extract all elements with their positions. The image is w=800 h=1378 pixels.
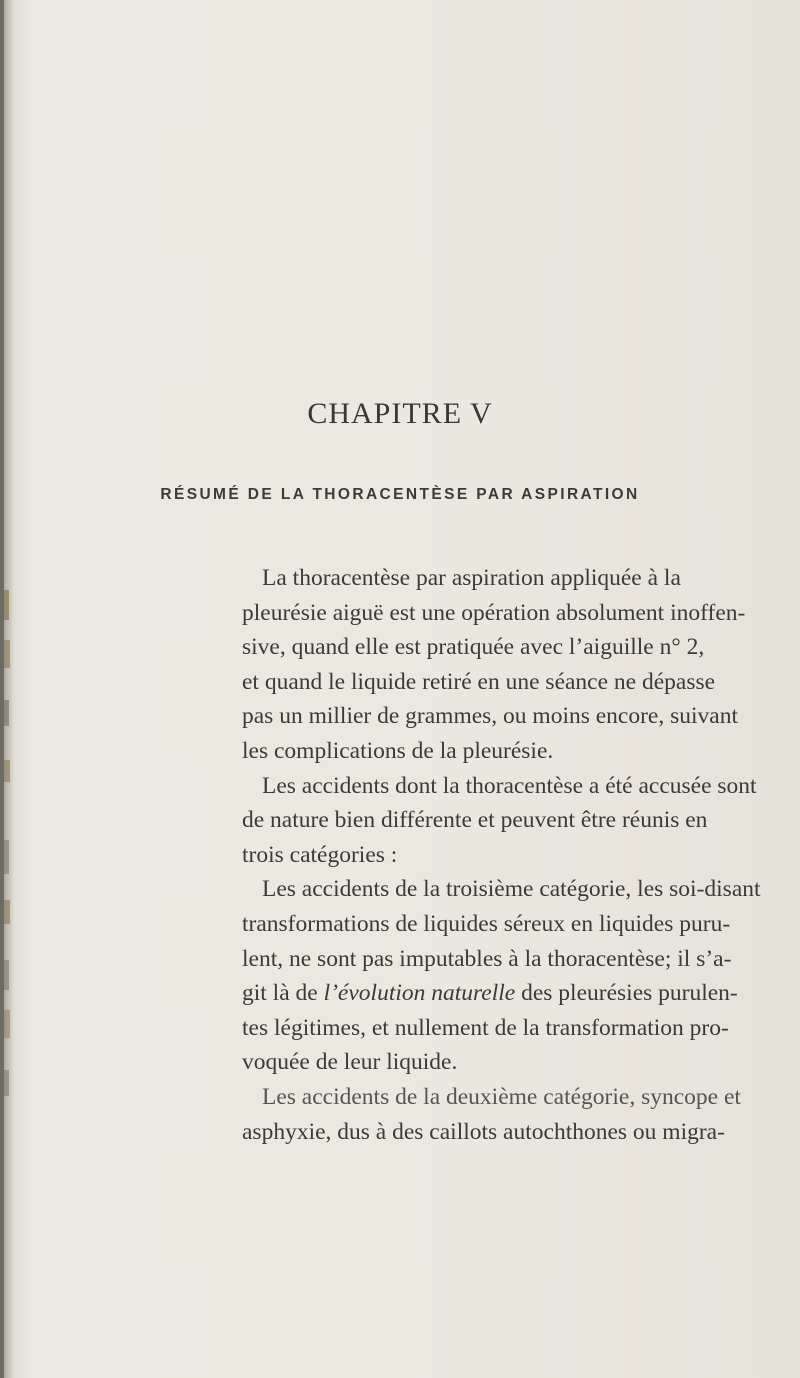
text-line: La thoracentèse par aspiration appliquée à la [262,565,681,591]
text-line: Les accidents de la deuxième catégorie, syncope et [262,1083,741,1110]
text-line: Les accidents dont la thoracentèse a été accusée sont [262,772,757,799]
chapter-title: CHAPITRE V [307,397,493,430]
chapter-subtitle: RÉSUMÉ DE LA THORACENTÈSE PAR ASPIRATION [160,486,640,503]
page-edge-marks [0,0,16,1378]
text-line: pleurésie aiguë est une opération absolument inoffen- [242,599,746,626]
text-line: voquée de leur liquide. [242,1049,458,1076]
text-line: tes légitimes, et nullement de la transformation pro- [242,1014,729,1041]
text-line: asphyxie, dus à des caillots autochthones ou migra- [242,1118,725,1145]
text-line: trois catégories : [242,841,398,868]
text-line: et quand le liquide retiré en une séance ne dépasse [242,668,716,695]
body-text [242,561,761,1149]
text-segment: des pleurésies purulen- [515,980,738,1007]
text-segment: git là de [242,980,324,1007]
italic-phrase: l’évolution naturelle [323,980,516,1007]
text-line: transformations de liquides séreux en liquides puru- [242,910,731,937]
text-line: Les accidents de la troisième catégorie, les soi-disant [262,876,761,903]
text-line-with-italic [242,976,738,1011]
text-line: de nature bien différente et peuvent être réunis en [242,807,708,834]
text-line: sive, quand elle est pratiquée avec l’aiguille n° 2, [242,634,705,661]
text-line: lent, ne sont pas imputables à la thoracentèse; il s’a- [242,945,732,972]
text-line: les complications de la pleurésie. [242,737,554,764]
text-line: pas un millier de grammes, ou moins encore, suivant [242,703,739,730]
